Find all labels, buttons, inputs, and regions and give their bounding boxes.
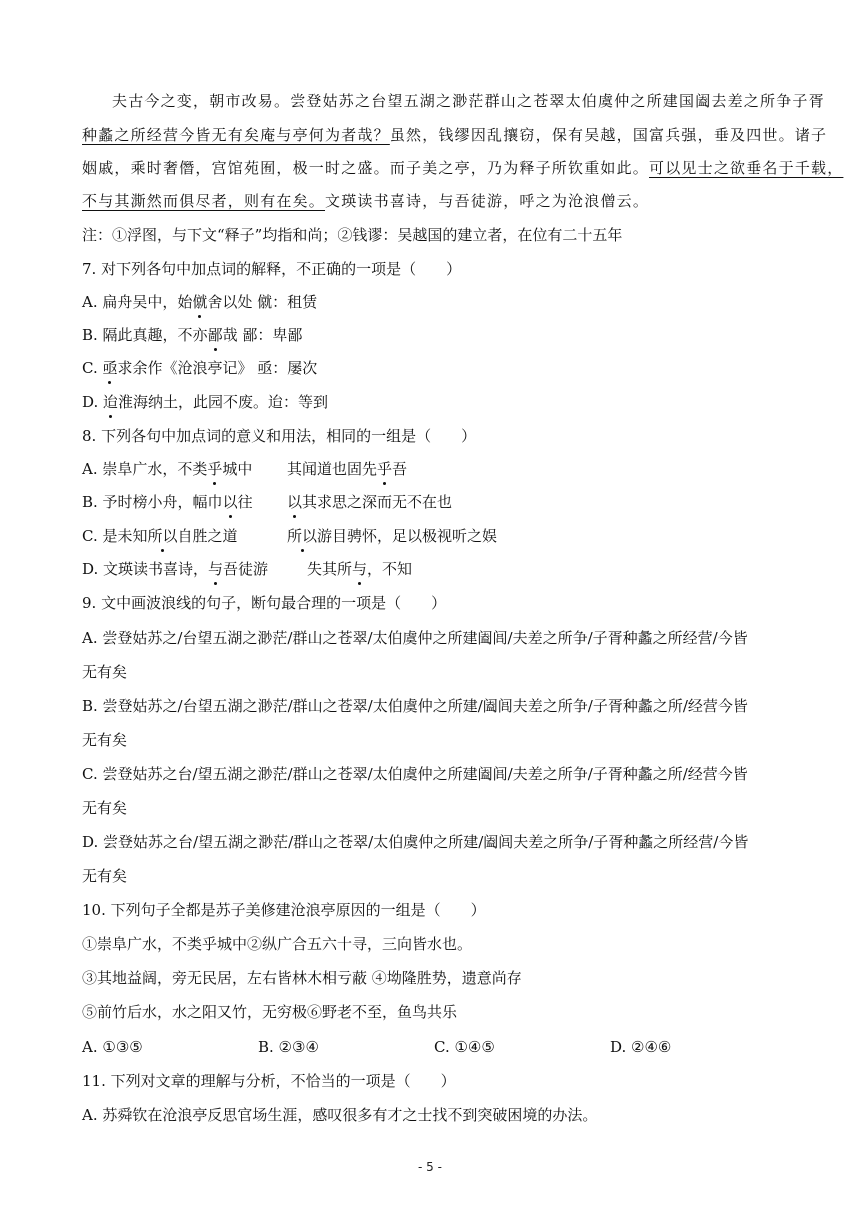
question-8-option-a[interactable] [82, 458, 782, 482]
option-text: 求余作《沧浪亭记》 亟：屡次 [117, 359, 318, 377]
dotted-word: 乎 [377, 460, 393, 478]
dotted-word: 乎 [207, 460, 223, 478]
question-10-option-a[interactable]: A. ①③⑤ [82, 1038, 143, 1056]
question-9-option-c[interactable] [82, 763, 782, 787]
question-10-item-line [82, 967, 782, 991]
option-text: C. [82, 359, 103, 377]
item-text: ③其地益阔，旁无民居，左右皆林木相亏蔽 ④坳隆胜势，遗意尚存 [82, 969, 522, 987]
question-8-option-d[interactable] [82, 558, 782, 582]
option-text: 失其所 [307, 560, 353, 578]
question-9-option-a-cont[interactable] [82, 661, 782, 685]
dotted-word: 僦 [192, 293, 208, 311]
passage-line [82, 157, 844, 181]
stem-text: 8. 下列各句中加点词的意义和用法，相同的一组是（ ） [82, 427, 477, 445]
question-10-option-d[interactable]: D. ②④⑥ [610, 1038, 672, 1056]
question-9-option-b[interactable] [82, 695, 782, 719]
dotted-word: 与 [208, 560, 224, 578]
option-text: 往 [237, 493, 253, 511]
dotted-word: 亟 [102, 359, 118, 377]
option-right [287, 525, 497, 547]
option-text: B. 予时榜小舟，幅巾 [82, 493, 223, 511]
option-text: 舍以处 僦：租赁 [207, 293, 318, 311]
option-text: 淮海纳土，此园不废。迨：等到 [118, 393, 329, 411]
question-7-option-b[interactable] [82, 324, 782, 348]
option-right [287, 491, 452, 513]
passage-text: 虽然，钱缪因乱攘窃，保有吴越，国富兵强，垂及四世。诸子 [389, 126, 828, 144]
option-text: D. 尝登姑苏之台/望五湖之渺茫/群山之苍翠/太伯虞仲之所建/阖闾夫差之所争/子胥种蠡之所经营/今皆 [82, 833, 749, 851]
question-10-item-line [82, 1001, 782, 1025]
option-text: C. 是未知 [82, 527, 148, 545]
option-right [307, 558, 412, 580]
option-text: 吾 [392, 460, 408, 478]
question-7-option-d[interactable] [82, 391, 782, 415]
option-text: C. 尝登姑苏之台/望五湖之渺茫/群山之苍翠/太伯虞仲之所建阖闾/夫差之所争/子胥种蠡之所/经营今皆 [82, 765, 748, 783]
stem-text: 11. 下列对文章的理解与分析，不恰当的一项是（ ） [82, 1072, 456, 1090]
question-9-option-d[interactable] [82, 831, 782, 855]
stem-text: 9. 文中画波浪线的句子，断句最合理的一项是（ ） [82, 594, 447, 612]
stem-text: 10. 下列句子全都是苏子美修建沧浪亭原因的一组是（ ） [82, 901, 486, 919]
question-8-stem [82, 425, 782, 449]
dotted-word: 以 [222, 493, 238, 511]
option-text: 无有矣 [82, 731, 128, 749]
passage-text-underlined: 可以见士之欲垂名于千载， [649, 159, 844, 177]
question-7-option-c[interactable] [82, 357, 782, 381]
option-text: A. 苏舜钦在沧浪亭反思官场生涯，感叹很多有才之士找不到突破困境的办法。 [82, 1106, 598, 1124]
question-8-option-b[interactable] [82, 491, 782, 515]
stem-text: 7. 对下列各句中加点词的解释，不正确的一项是（ ） [82, 260, 462, 278]
passage-line [82, 190, 782, 214]
passage-text-underlined: 不与其澌然而俱尽者，则有在矣。 [82, 192, 326, 210]
option-text: A. 崇阜广水，不类 [82, 460, 208, 478]
option-text: 无有矣 [82, 867, 128, 885]
question-7-option-a[interactable] [82, 291, 782, 315]
option-text: A. 扁舟吴中，始 [82, 293, 193, 311]
question-9-option-d-cont[interactable] [82, 865, 782, 889]
dotted-word: 鄙 [207, 326, 223, 344]
note-text: 注：①浮图，与下文“释子”均指和尚；②钱谬：吴越国的建立者，在位有二十五年 [82, 226, 623, 244]
option-left [82, 525, 238, 547]
question-9-option-a[interactable] [82, 627, 782, 651]
option-text: A. 尝登姑苏之/台望五湖之渺茫/群山之苍翠/太伯虞仲之所建阖闾/夫差之所争/子胥种蠡之所经营/今皆 [82, 629, 748, 647]
option-text: 城中 [222, 460, 253, 478]
option-text: 哉 鄙：卑鄙 [222, 326, 303, 344]
passage-line [82, 124, 828, 148]
option-left [82, 491, 253, 513]
dotted-word: 迨 [103, 393, 119, 411]
option-text: B. 尝登姑苏之/台望五湖之渺茫/群山之苍翠/太伯虞仲之所建/阖闾夫差之所争/子胥种蠡之所/经营今皆 [82, 697, 748, 715]
item-text: ①崇阜广水，不类乎城中②纵广合五六十寻，三向皆水也。 [82, 935, 473, 953]
question-10-stem [82, 899, 782, 923]
question-9-option-c-cont[interactable] [82, 797, 782, 821]
question-8-option-c[interactable] [82, 525, 782, 549]
option-text: D. [82, 393, 104, 411]
dotted-word: 与 [352, 560, 368, 578]
annotation-note [82, 224, 782, 248]
option-text: D. 文瑛读书喜诗， [82, 560, 209, 578]
option-text: 无有矣 [82, 799, 128, 817]
passage-text: 夫古今之变，朝市改易。尝登姑苏之台望五湖之渺茫群山之苍翠太伯虞仲之所建国阖去差之所争子胥 [112, 92, 825, 110]
passage-text-underlined: 种蠡之所经营今皆无有矣庵与亭何为者哉？ [82, 126, 390, 144]
question-11-stem [82, 1070, 782, 1094]
option-text: 其闻道也固先 [287, 460, 378, 478]
dotted-word: 所以 [147, 527, 178, 545]
option-text: 自胜之道 [177, 527, 238, 545]
option-right [287, 458, 407, 480]
option-text: 其求思之深而无不在也 [302, 493, 453, 511]
option-left [82, 458, 252, 480]
question-9-stem [82, 592, 782, 616]
option-text: 吾徒游 [223, 560, 269, 578]
question-10-option-b[interactable]: B. ②③④ [258, 1038, 319, 1056]
option-text: B. 隔此真趣，不亦 [82, 326, 208, 344]
passage-text: 姻戚，乘时奢僭，宫馆苑囿，极一时之盛。而子美之亭，乃为释子所钦重如此。 [82, 159, 650, 177]
dotted-word: 以 [287, 493, 303, 511]
option-text: 无有矣 [82, 663, 128, 681]
passage-line [112, 90, 825, 114]
passage-text: 文瑛读书喜诗，与吾徒游，呼之为沧浪僧云。 [325, 192, 650, 210]
option-text: ，不知 [367, 560, 413, 578]
question-11-option-a[interactable] [82, 1104, 782, 1128]
dotted-word: 所以 [287, 527, 318, 545]
question-9-option-b-cont[interactable] [82, 729, 782, 753]
question-10-options [82, 1036, 782, 1060]
item-text: ⑤前竹后水，水之阳又竹，无穷极⑥野老不至，鱼鸟共乐 [82, 1003, 458, 1021]
option-text: 游目骋怀，足以极视听之娱 [317, 527, 498, 545]
question-7-stem [82, 258, 782, 282]
page-number: - 5 - [418, 1160, 442, 1174]
question-10-option-c[interactable]: C. ①④⑤ [434, 1038, 495, 1056]
option-left [82, 558, 268, 580]
question-10-item-line [82, 933, 782, 957]
